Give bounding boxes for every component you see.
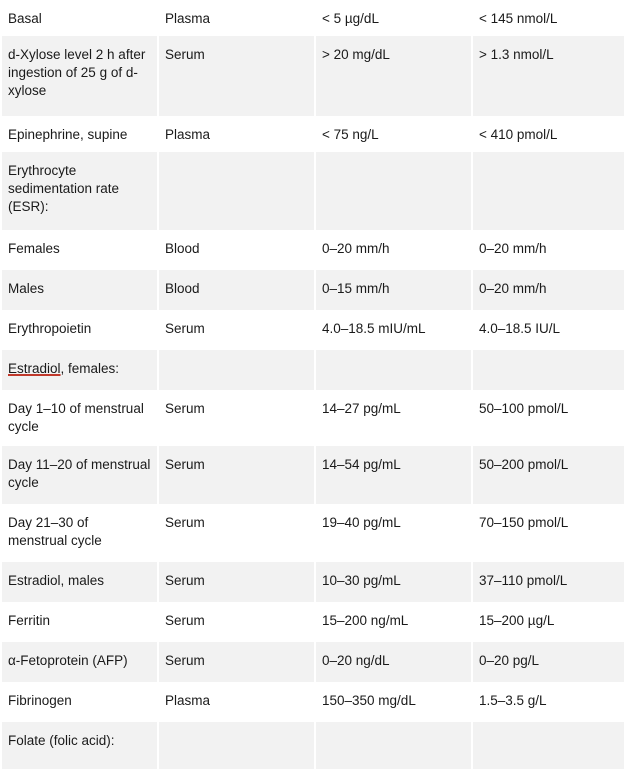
test-name: Erythropoietin — [2, 310, 157, 350]
test-name: Day 21–30 of menstrual cycle — [2, 504, 157, 562]
conventional-units: 4.0–18.5 mIU/mL — [316, 310, 471, 350]
si-units: 0–20 mm/h — [473, 270, 624, 310]
si-units: 50–100 pmol/L — [473, 390, 624, 446]
test-name — [2, 350, 157, 390]
specimen: Plasma — [159, 0, 314, 36]
specimen — [159, 722, 314, 769]
table-row — [2, 682, 624, 722]
conventional-units: 0–20 mm/h — [316, 230, 471, 270]
specimen — [159, 350, 314, 390]
conventional-units: 10–30 pg/mL — [316, 562, 471, 602]
si-units: < 410 pmol/L — [473, 116, 624, 152]
table-row — [2, 36, 624, 116]
table-row — [2, 0, 624, 36]
specimen: Serum — [159, 642, 314, 682]
conventional-units: 19–40 pg/mL — [316, 504, 471, 562]
si-units: 1.5–3.5 g/L — [473, 682, 624, 722]
test-name: α-Fetoprotein (AFP) — [2, 642, 157, 682]
test-name: Day 11–20 of menstrual cycle — [2, 446, 157, 504]
specimen: Serum — [159, 36, 314, 116]
specimen: Serum — [159, 504, 314, 562]
si-units: 50–200 pmol/L — [473, 446, 624, 504]
specimen: Serum — [159, 562, 314, 602]
conventional-units: 14–27 pg/mL — [316, 390, 471, 446]
si-units — [473, 722, 624, 769]
test-name: Day 1–10 of menstrual cycle — [2, 390, 157, 446]
test-name: Fibrinogen — [2, 682, 157, 722]
test-name-suffix: , females: — [60, 361, 120, 376]
table-row — [2, 602, 624, 642]
test-name: Folate (folic acid): — [2, 722, 157, 769]
specimen: Serum — [159, 310, 314, 350]
si-units: 0–20 mm/h — [473, 230, 624, 270]
specimen: Serum — [159, 390, 314, 446]
test-name: Females — [2, 230, 157, 270]
specimen: Blood — [159, 270, 314, 310]
conventional-units: 150–350 mg/dL — [316, 682, 471, 722]
conventional-units: < 75 ng/L — [316, 116, 471, 152]
table-row — [2, 152, 624, 230]
conventional-units: < 5 µg/dL — [316, 0, 471, 36]
conventional-units: 0–20 ng/dL — [316, 642, 471, 682]
conventional-units: 15–200 ng/mL — [316, 602, 471, 642]
test-name: d-Xylose level 2 h after ingestion of 25 g of d-xylose — [2, 36, 157, 116]
estradiol-link-text: Estradiol — [8, 361, 61, 376]
conventional-units: 0–15 mm/h — [316, 270, 471, 310]
conventional-units — [316, 152, 471, 230]
table-row — [2, 722, 624, 769]
conventional-units: 14–54 pg/mL — [316, 446, 471, 504]
table-row — [2, 562, 624, 602]
specimen — [159, 152, 314, 230]
test-name: Estradiol, males — [2, 562, 157, 602]
si-units: < 145 nmol/L — [473, 0, 624, 36]
table-row — [2, 350, 624, 390]
table-row — [2, 310, 624, 350]
si-units — [473, 152, 624, 230]
table-row — [2, 116, 624, 152]
test-name: Ferritin — [2, 602, 157, 642]
conventional-units — [316, 350, 471, 390]
specimen: Serum — [159, 446, 314, 504]
si-units: 4.0–18.5 IU/L — [473, 310, 624, 350]
si-units: > 1.3 nmol/L — [473, 36, 624, 116]
conventional-units: > 20 mg/dL — [316, 36, 471, 116]
table-row — [2, 270, 624, 310]
si-units: 37–110 pmol/L — [473, 562, 624, 602]
test-name: Males — [2, 270, 157, 310]
table-row — [2, 390, 624, 446]
test-name: Epinephrine, supine — [2, 116, 157, 152]
table-row — [2, 230, 624, 270]
table-row — [2, 504, 624, 562]
specimen: Plasma — [159, 116, 314, 152]
si-units — [473, 350, 624, 390]
si-units: 15–200 µg/L — [473, 602, 624, 642]
test-name: Basal — [2, 0, 157, 36]
table-row — [2, 642, 624, 682]
si-units: 0–20 pg/L — [473, 642, 624, 682]
conventional-units — [316, 722, 471, 769]
si-units: 70–150 pmol/L — [473, 504, 624, 562]
specimen: Serum — [159, 602, 314, 642]
table-row — [2, 446, 624, 504]
specimen: Plasma — [159, 682, 314, 722]
specimen: Blood — [159, 230, 314, 270]
test-name: Erythrocyte sedimentation rate (ESR): — [2, 152, 157, 230]
